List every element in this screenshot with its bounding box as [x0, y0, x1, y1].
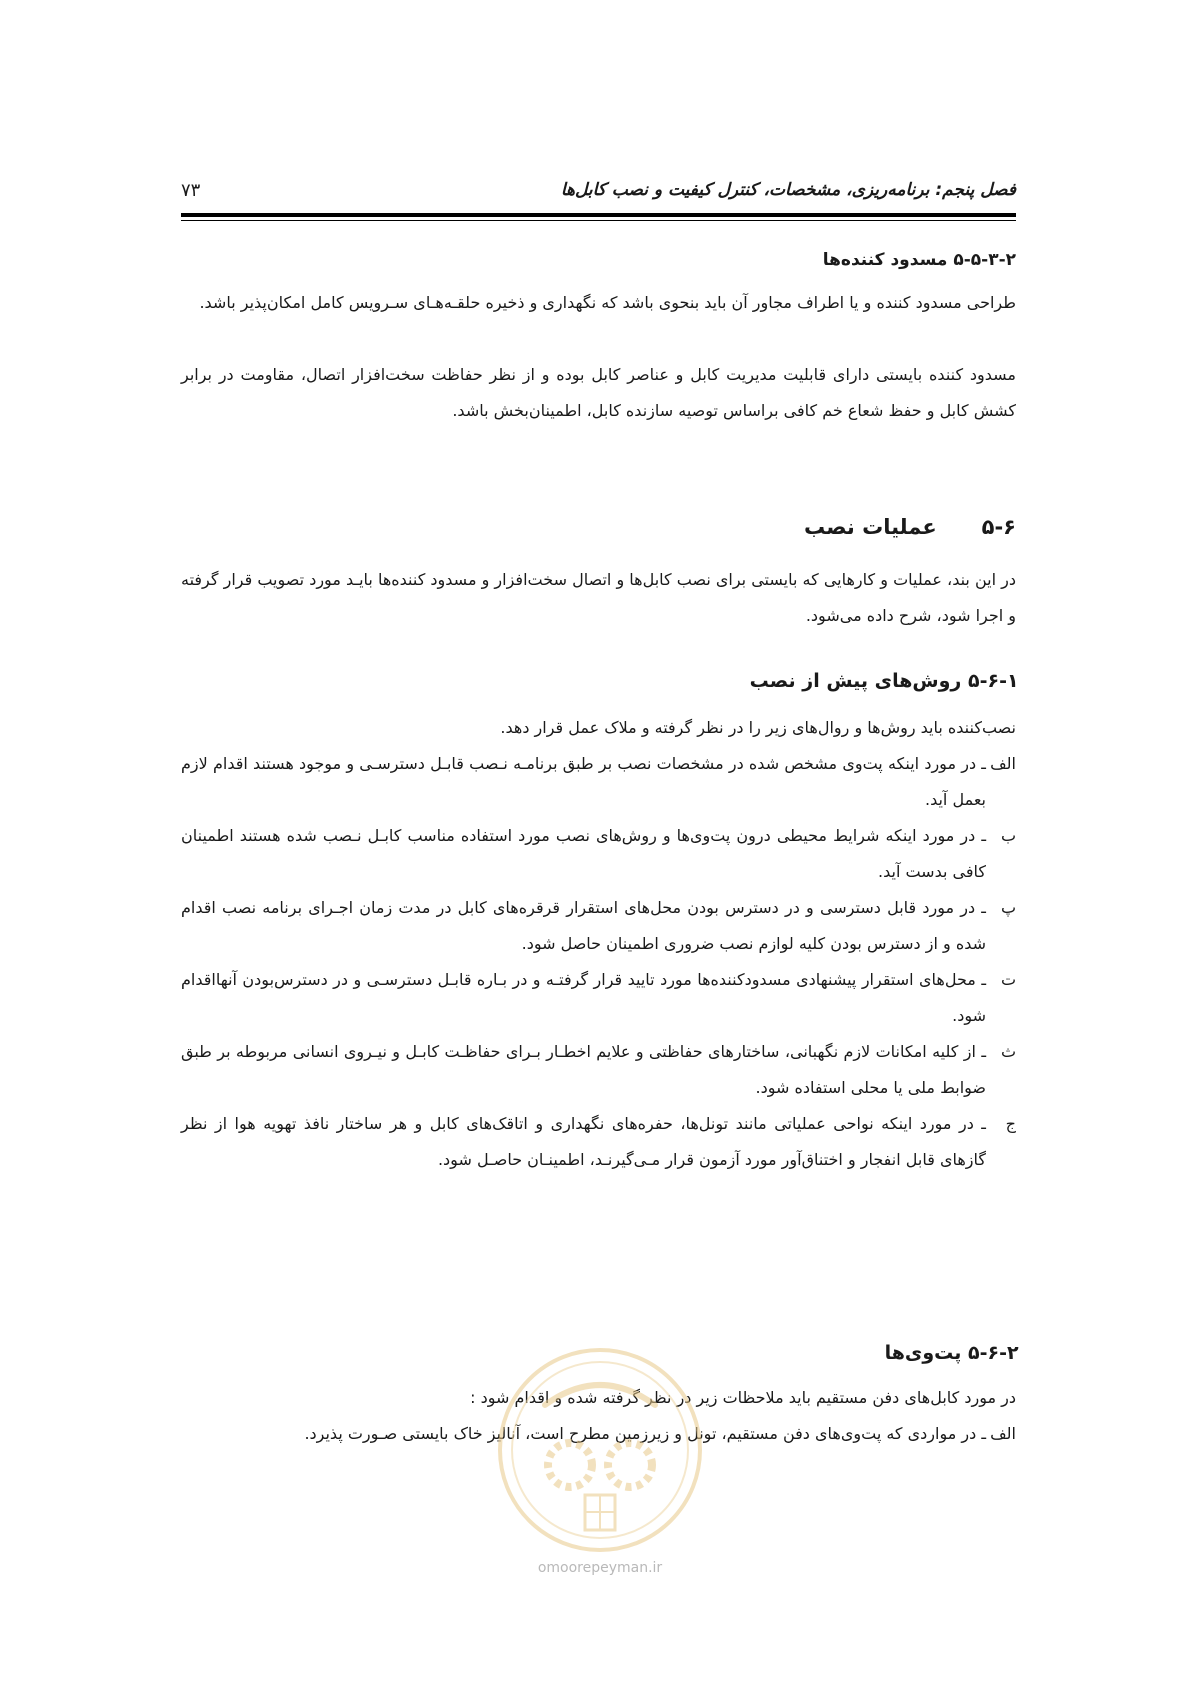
list-item	[181, 746, 1016, 818]
section-heading-blockers	[823, 250, 1016, 270]
list-text: ـ در مواردی که پت‌وی‌های دفن مستقیم، تونل و زیرزمین مطرح است، آنالیز خاک بایستی صـورت پذیرد.	[304, 1424, 986, 1443]
paragraph: در مورد کابل‌های دفن مستقیم باید ملاحظات زیر در نظر گرفته شده و اقدام شود :	[470, 1388, 1016, 1407]
section-title: عملیات نصب	[804, 515, 937, 539]
section-title: پت‌وی‌ها	[884, 1342, 962, 1364]
header-rule-thin	[181, 220, 1016, 221]
section-number: ۵-۵-۳-۲	[953, 250, 1016, 270]
list-item	[181, 890, 1016, 962]
list-marker: ت	[1000, 970, 1016, 989]
list-text: ـ در مورد اینکه شرایط محیطی درون پت‌وی‌ها و روش‌های نصب مورد استفاده مناسب کابـل نـصب شده هستند اطمینان کافی بدست آید.	[181, 826, 986, 881]
list-marker: ج	[1005, 1114, 1016, 1133]
paragraph: طراحی مسدود کننده و یا اطراف مجاور آن باید بنحوی باشد که نگهداری و ذخیره حلقـه‌هـای سـرویس کامل امکان‌پذیر باشد.	[199, 293, 1016, 312]
list-text: ـ محل‌های استقرار پیشنهادی مسدودکننده‌ها مورد تایید قرار گرفتـه و در بـاره قابـل دسترسـی و در دسترس‌بودن آنهااقدام شود.	[181, 970, 986, 1025]
page-number: ۷۳	[181, 180, 201, 201]
list-text: ـ از کلیه امکانات لازم نگهبانی، ساختارهای حفاظتی و علایم اخطـار بـرای حفاظـت کابـل و نیـروی انسانی مربوطه بر طبق ضوابط ملی یا محلی استفاده شود.	[181, 1042, 986, 1097]
section-heading-pre-install	[749, 670, 1019, 692]
list-item	[181, 962, 1016, 1034]
list-marker: ب	[1000, 826, 1016, 845]
paragraph: مسدود کننده بایستی دارای قابلیت مدیریت کابل و عناصر کابل بوده و از نظر حفاظت سخت‌افزار اتصال، مقاومت در برابر کشش کابل و حفظ شعاع خم کافی براساس توصیه سازنده کابل، اطمینان‌بخش باشد.	[181, 365, 1016, 420]
section-number: ۵-۶-۱	[968, 670, 1019, 692]
list-text: ـ در مورد قابل دسترسی و در دسترس بودن محل‌های استقرار قرقره‌های کابل در مدت زمان اجـرای برنامه نصب اقدام شده و از دسترس بودن کلیه لوازم نصب ضروری اطمینان حاصل شود.	[181, 898, 986, 953]
paragraph: نصب‌کننده باید روش‌ها و روال‌های زیر را در نظر گرفته و ملاک عمل قرار دهد.	[500, 718, 1016, 737]
list-item	[181, 1106, 1016, 1178]
watermark-url: omoorepeyman.ir	[537, 1560, 663, 1576]
header-rule-thick	[181, 213, 1016, 217]
list-marker: ث	[1000, 1042, 1016, 1061]
section-number: ۵-۶	[981, 515, 1016, 539]
page-header	[181, 180, 1016, 204]
list-marker: الف	[990, 754, 1016, 773]
section-title: روش‌های پیش از نصب	[749, 670, 962, 692]
watermark-seal-logo	[490, 1335, 710, 1585]
paragraph: در این بند، عملیات و کارهایی که بایستی برای نصب کابل‌ها و اتصال سخت‌افزار و مسدود کننده‌ها بایـد مورد تصویب قرار گرفته و اجرا شود، شرح داده می‌شود.	[181, 570, 1016, 625]
list-marker: پ	[1000, 898, 1016, 917]
chapter-title: فصل پنجم: برنامه‌ریزی، مشخصات، کنترل کیفیت و نصب کابل‌ها	[560, 180, 1016, 200]
list-marker: الف	[990, 1424, 1016, 1443]
section-heading-pathways	[884, 1342, 1019, 1364]
section-number: ۵-۶-۲	[968, 1342, 1019, 1364]
list-text: ـ در مورد اینکه نواحی عملیاتی مانند تونل‌ها، حفره‌های نگهداری و اتاقک‌های کابل و هر ساختار نافذ تهویه هوا از نظر گازهای قابل انفجار و اختناق‌آور مورد آزمون قرار مـی‌گیرنـد، اطمینـان حاصـل شود.	[181, 1114, 986, 1169]
list-text: ـ در مورد اینکه پت‌وی مشخص شده در مشخصات نصب بر طبق برنامـه نـصب قابـل دسترسـی و موجود هستند اقدام لازم بعمل آید.	[181, 754, 986, 809]
section-heading-installation	[804, 515, 1016, 539]
list-item	[181, 1034, 1016, 1106]
list-item	[181, 818, 1016, 890]
section-title: مسدود کننده‌ها	[822, 250, 948, 270]
